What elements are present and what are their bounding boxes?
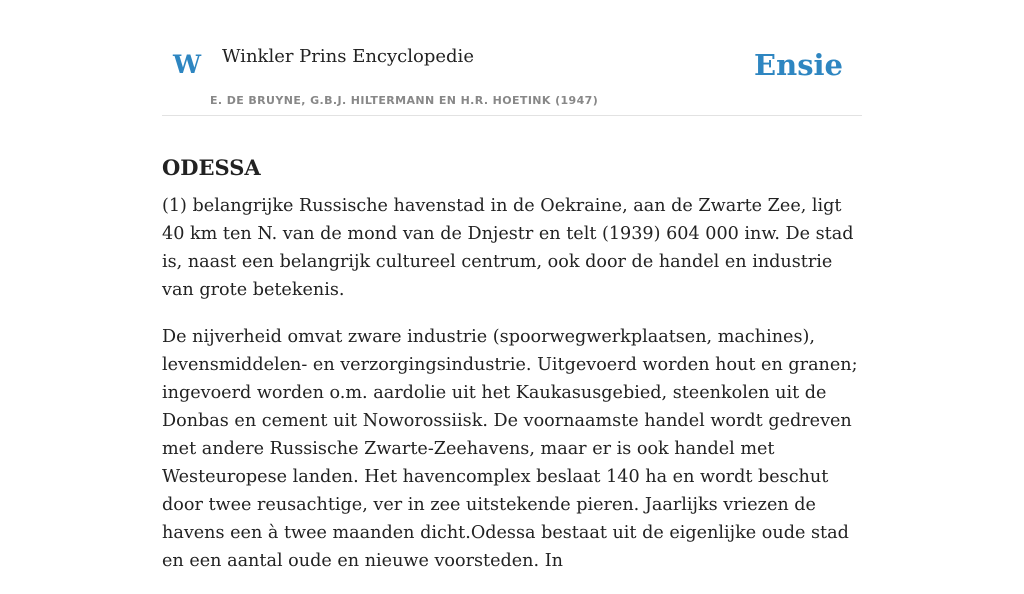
page (162, 0, 862, 571)
ensie-logo[interactable]: Ensie (754, 48, 843, 82)
header-divider (162, 115, 862, 116)
article-paragraph-1: (1) belangrijke Russische havenstad in de Oekraine, aan de Zwarte Zee, ligt 40 km ten N. van de mond van de Dnjestr en telt (1939) 604 000 inw. De stad is, naast een belangrijk cultureel centrum, ook door de handel en industrie van grote betekenis. (162, 196, 854, 300)
article-headword: ODESSA (162, 155, 261, 181)
publication-logo-icon[interactable]: W (173, 50, 202, 79)
article-paragraph-2: De nijverheid omvat zware industrie (spoorwegwerkplaatsen, machines), levensmiddelen- en verzorgingsindustrie. Uitgevoerd worden hout en granen; ingevoerd worden o.m. aardolie uit het Kaukasusgebied, steenkolen uit de Donbas en cement uit Noworossiisk. De voornaamste handel wordt gedreven met andere Russische Zwarte-Zeehavens, maar er is ook handel met Westeuropese landen. Het havencomplex beslaat 140 ha en wordt beschut door twee reusachtige, ver in zee uitstekende pieren. Jaarlijks vriezen de havens een à twee maanden dicht.Odessa bestaat uit de eigenlijke oude stad en een aantal oude en nieuwe voorsteden. In (162, 327, 858, 571)
publication-title[interactable]: Winkler Prins Encyclopedie (222, 46, 474, 67)
publication-authors: E. DE BRUYNE, G.B.J. HILTERMANN EN H.R. HOETINK (1947) (210, 94, 599, 107)
article-body (162, 192, 866, 594)
